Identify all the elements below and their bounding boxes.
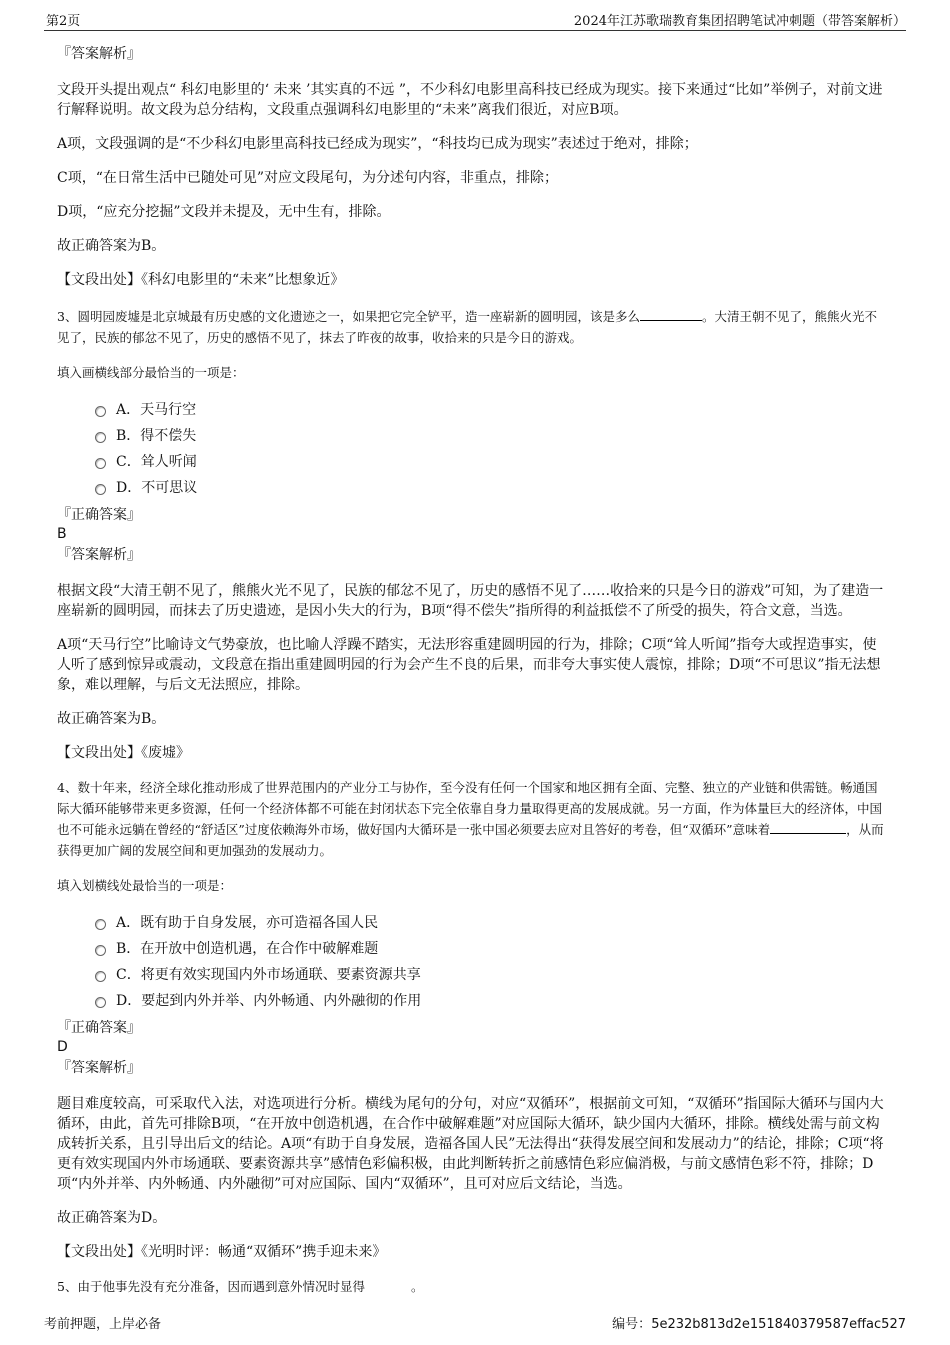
radio-icon[interactable] — [95, 971, 106, 982]
source-citation: 【文段出处】《废墟》 — [57, 745, 190, 761]
analysis-paragraph: C项，“在日常生活中已随处可见”对应文段尾句，为分述句内容，非重点，排除； — [57, 170, 559, 186]
option-label: C．耸人听闻 — [116, 454, 197, 470]
analysis-tag: 『答案解析』 — [57, 46, 141, 62]
analysis-paragraph: 文段开头提出观点“ 科幻电影里的‘ 未来 ’其实真的不远 ”，不少科幻电影里高科技已经成为现实。接下来通过“比如”举例子，对前文进行解释说明。故文段为总分结构，文段重点强调科幻电影里的“未来”离我们很近，对应B项。 — [57, 82, 883, 118]
analysis-paragraph: 根据文段“大清王朝不见了，熊熊火光不见了，民族的郁忿不见了，历史的感悟不见了……收拾来的只是今日的游戏”可知，为了建造一座崭新的圆明园，而抹去了历史遗迹，是因小失大的行为，B项“得不偿失”指所得的利益抵偿不了所受的损失，符合文意，当选。 — [57, 583, 884, 619]
option-c[interactable] — [95, 449, 887, 475]
radio-icon[interactable] — [95, 484, 106, 495]
fill-blank — [770, 819, 846, 834]
option-label: D．要起到内外并举、内外畅通、内外融彻的作用 — [116, 993, 422, 1009]
option-label: C．将更有效实现国内外市场通联、要素资源共享 — [116, 967, 421, 983]
options-list — [95, 910, 887, 1014]
radio-icon[interactable] — [95, 997, 106, 1008]
option-label: B．在开放中创造机遇，在合作中破解难题 — [116, 941, 379, 957]
option-label: D．不可思议 — [116, 480, 198, 496]
analysis-tag: 『答案解析』 — [57, 547, 141, 563]
page-content — [57, 44, 887, 1297]
option-c[interactable] — [95, 962, 887, 988]
source-citation: 【文段出处】《科幻电影里的“未来”比想象近》 — [57, 272, 345, 288]
question-prompt: 填入划横线处最恰当的一项是： — [57, 878, 233, 893]
analysis-paragraph: 题目难度较高，可采取代入法，对选项进行分析。横线为尾句的分句，对应“双循环”，根据前文可知，“双循环”指国际大循环与国内大循环，由此，首先可排除B项，“在开放中创造机遇，在合作中破解难题”对应国际大循环，缺少国内大循环，排除。横线处需与前文构成转折关系，且引导出后文的结论。A项“有助于自身发展，造福各国人民”无法得出“获得发展空间和发展动力”的结论，排除；C项“将更有效实现国内外市场通联、要素资源共享”感情色彩偏积极，由此判断转折之前感情色彩应偏消极，与前文感情色彩不符，排除；D项“内外并举、内外畅通、内外融彻”可对应国际、国内“双循环”，且可对应后文结论，当选。 — [57, 1096, 884, 1192]
question-text-part: 3、圆明园废墟是北京城最有历史感的文化遗迹之一，如果把它完全铲平，造一座崭新的圆明园，该是多么 — [57, 309, 640, 324]
question-5-text — [57, 1276, 887, 1297]
radio-icon[interactable] — [95, 945, 106, 956]
question-3-text — [57, 306, 887, 348]
options-list — [95, 397, 887, 501]
analysis-paragraph: A项“天马行空”比喻诗文气势豪放，也比喻人浮躁不踏实，无法形容重建圆明园的行为，排除；C项“耸人听闻”指夸大或捏造事实，使人听了感到惊异或震动，文段意在指出重建圆明园的行为会产生不良的后果，而非夸大事实使人震惊，排除；D项“不可思议”指无法想象，难以理解，与后文无法照应，排除。 — [57, 637, 881, 693]
radio-icon[interactable] — [95, 458, 106, 469]
footer-slogan: 考前押题，上岸必备 — [44, 1317, 162, 1332]
question-4-text — [57, 777, 887, 861]
radio-icon[interactable] — [95, 919, 106, 930]
option-d[interactable] — [95, 988, 887, 1014]
source-citation: 【文段出处】《光明时评：畅通“双循环”携手迎未来》 — [57, 1244, 387, 1260]
answer-tag: 『正确答案』 — [57, 1020, 141, 1036]
option-d[interactable] — [95, 475, 887, 501]
answer-tag: 『正确答案』 — [57, 507, 141, 523]
fill-blank — [640, 306, 702, 321]
option-label: A．既有助于自身发展，亦可造福各国人民 — [116, 915, 379, 931]
question-text-part: 5、由于他事先没有充分准备，因而遇到意外情况时显得 — [57, 1279, 365, 1294]
option-b[interactable] — [95, 936, 887, 962]
conclusion: 故正确答案为D。 — [57, 1210, 167, 1226]
code-label: 编号： — [612, 1317, 652, 1332]
analysis-tag: 『答案解析』 — [57, 1060, 141, 1076]
conclusion: 故正确答案为B。 — [57, 238, 166, 254]
option-a[interactable] — [95, 397, 887, 423]
radio-icon[interactable] — [95, 406, 106, 417]
question-text-part: 4、数十年来，经济全球化推动形成了世界范围内的产业分工与协作，至今没有任何一个国家和地区拥有全面、完整、独立的产业链和供需链。畅通国际大循环能够带来更多资源，任何一个经济体都不可能在封闭状态下完全依靠自身力量取得更高的发展成就。另一方面，作为体量巨大的经济体，中国也不可能永远躺在曾经的“舒适区”过度依赖海外市场，做好国内大循环是一张中国必须要去应对且答好的考卷，但“双循环”意味着 — [57, 780, 883, 837]
page-number: 第2页 — [46, 14, 81, 29]
option-label: B．得不偿失 — [116, 428, 197, 444]
question-text-part: 。 — [410, 1279, 424, 1294]
analysis-paragraph: A项，文段强调的是“不少科幻电影里高科技已经成为现实”，“科技均已成为现实”表述过于绝对，排除； — [57, 136, 698, 152]
radio-icon[interactable] — [95, 432, 106, 443]
option-b[interactable] — [95, 423, 887, 449]
page-header — [44, 8, 906, 31]
question-prompt: 填入画横线部分最恰当的一项是： — [57, 365, 245, 380]
question-text-part: ，从而获得更加广阔的发展空间和更加强劲的发展动力。 — [57, 822, 884, 858]
correct-answer: D — [57, 1039, 68, 1055]
analysis-paragraph: D项，“应充分挖掘”文段并未提及，无中生有，排除。 — [57, 204, 391, 220]
page-footer — [44, 1313, 906, 1333]
conclusion: 故正确答案为B。 — [57, 711, 166, 727]
document-id — [612, 1313, 906, 1332]
correct-answer: B — [57, 526, 67, 542]
document-title: 2024年江苏歌瑞教育集团招聘笔试冲刺题（带答案解析） — [573, 14, 906, 29]
option-label: A．天马行空 — [116, 402, 197, 418]
question-text-part: 。大清王朝不见了，熊熊火光不见了，民族的郁忿不见了，历史的感悟不见了，抹去了昨夜的故事，收拾来的只是今日的游戏。 — [57, 309, 877, 345]
option-a[interactable] — [95, 910, 887, 936]
code-value: 5e232b813d2e151840379587effac527 — [651, 1317, 906, 1332]
